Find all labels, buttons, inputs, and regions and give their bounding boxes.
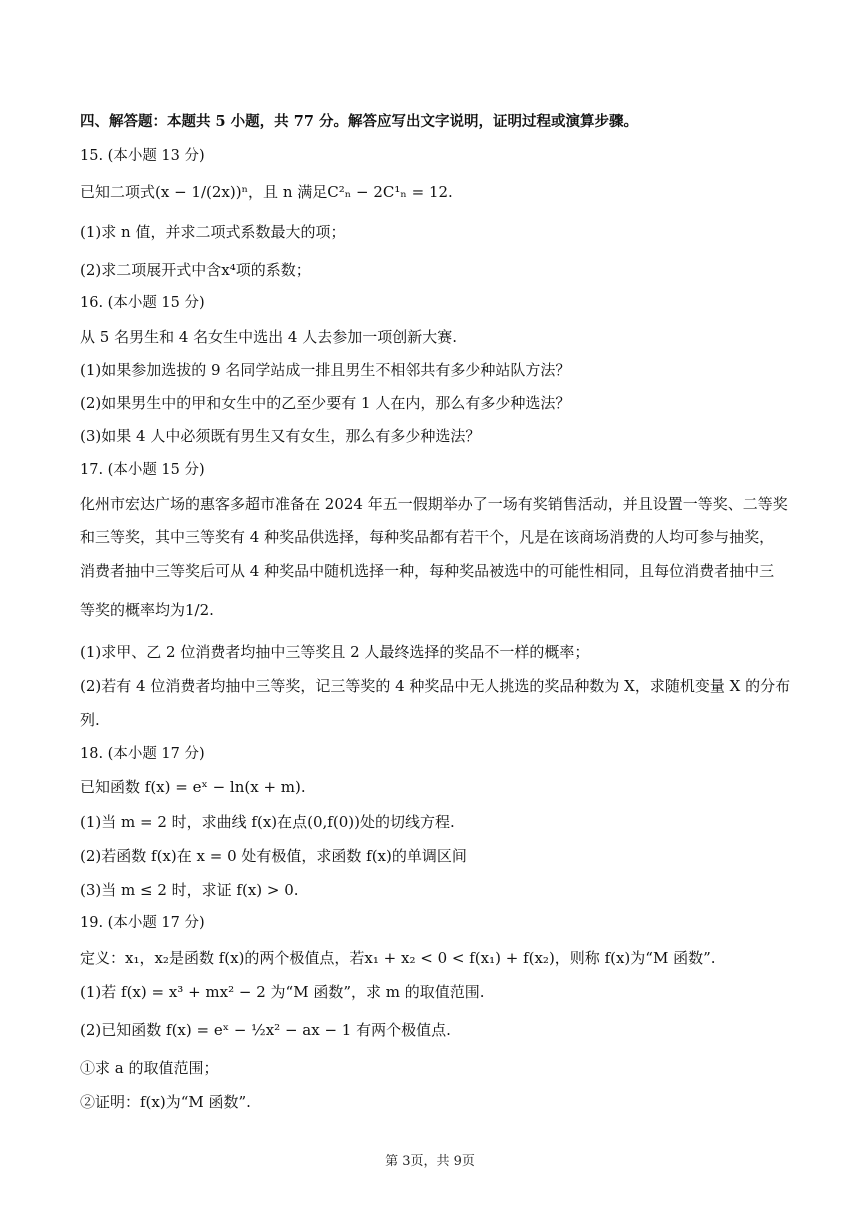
problem-19-line-5: ②证明：f(x)为“M 函数”. bbox=[80, 1093, 251, 1111]
problem-15-line-1: 已知二项式(x − 1/(2x))ⁿ，且 n 满足C²ₙ − 2C¹ₙ = 12. bbox=[80, 183, 453, 201]
problem-17-line-4: 等奖的概率均为1/2. bbox=[80, 601, 214, 619]
problem-17-line-2: 和三等奖，其中三等奖有 4 种奖品供选择，每种奖品都有若干个，凡是在该商场消费的人均可参与抽奖， bbox=[80, 528, 775, 546]
problem-19-line-3: (2)已知函数 f(x) = eˣ − ½x² − ax − 1 有两个极值点. bbox=[80, 1021, 451, 1039]
problem-17-line-7: 列. bbox=[80, 711, 100, 729]
problem-19-line-1: 定义：x₁，x₂是函数 f(x)的两个极值点，若x₁ + x₂ < 0 < f(x₁) + f(x₂)，则称 f(x)为“M 函数”. bbox=[80, 949, 716, 967]
problem-17-line-1: 化州市宏达广场的惠客多超市准备在 2024 年五一假期举办了一场有奖销售活动，并且设置一等奖、二等奖 bbox=[80, 495, 788, 513]
problem-18-line-1: 已知函数 f(x) = eˣ − ln(x + m). bbox=[80, 778, 306, 796]
page-footer: 第 3页，共 9页 bbox=[385, 1154, 475, 1169]
problem-16-line-3: (2)如果男生中的甲和女生中的乙至少要有 1 人在内，那么有多少种选法？ bbox=[80, 394, 571, 412]
problem-19-title: 19. (本小题 17 分) bbox=[80, 915, 205, 931]
problem-19-line-4: ①求 a 的取值范围； bbox=[80, 1059, 219, 1077]
problem-19-line-2: (1)若 f(x) = x³ + mx² − 2 为“M 函数”，求 m 的取值范围. bbox=[80, 983, 485, 1001]
problem-17-line-5: (1)求甲、乙 2 位消费者均抽中三等奖且 2 人最终选择的奖品不一样的概率； bbox=[80, 643, 590, 661]
problem-16-line-1: 从 5 名男生和 4 名女生中选出 4 人去参加一项创新大赛. bbox=[80, 328, 458, 346]
problem-16-line-4: (3)如果 4 人中必须既有男生又有女生，那么有多少种选法？ bbox=[80, 427, 481, 445]
problem-17-line-6: (2)若有 4 位消费者均抽中三等奖，记三等奖的 4 种奖品中无人挑选的奖品种数为 X，求随机变量 X 的分布 bbox=[80, 677, 791, 695]
problem-15-line-2: (1)求 n 值，并求二项式系数最大的项； bbox=[80, 223, 346, 241]
problem-16-title: 16. (本小题 15 分) bbox=[80, 295, 205, 311]
problem-18-title: 18. (本小题 17 分) bbox=[80, 746, 205, 762]
problem-18-line-4: (3)当 m ≤ 2 时，求证 f(x) > 0. bbox=[80, 881, 299, 899]
problem-17-title: 17. (本小题 15 分) bbox=[80, 462, 205, 478]
problem-16-line-2: (1)如果参加选拔的 9 名同学站成一排且男生不相邻共有多少种站队方法？ bbox=[80, 361, 571, 379]
section-header: 四、解答题：本题共 5 小题，共 77 分。解答应写出文字说明，证明过程或演算步骤。 bbox=[80, 113, 638, 130]
problem-17-line-3: 消费者抽中三等奖后可从 4 种奖品中随机选择一种，每种奖品被选中的可能性相同，且每位消费者抽中三 bbox=[80, 562, 775, 580]
problem-18-line-2: (1)当 m = 2 时，求曲线 f(x)在点(0,f(0))处的切线方程. bbox=[80, 813, 455, 831]
problem-15-title: 15. (本小题 13 分) bbox=[80, 148, 205, 164]
problem-15-line-3: (2)求二项展开式中含x⁴项的系数； bbox=[80, 261, 311, 279]
problem-18-line-3: (2)若函数 f(x)在 x = 0 处有极值，求函数 f(x)的单调区间 bbox=[80, 847, 467, 865]
